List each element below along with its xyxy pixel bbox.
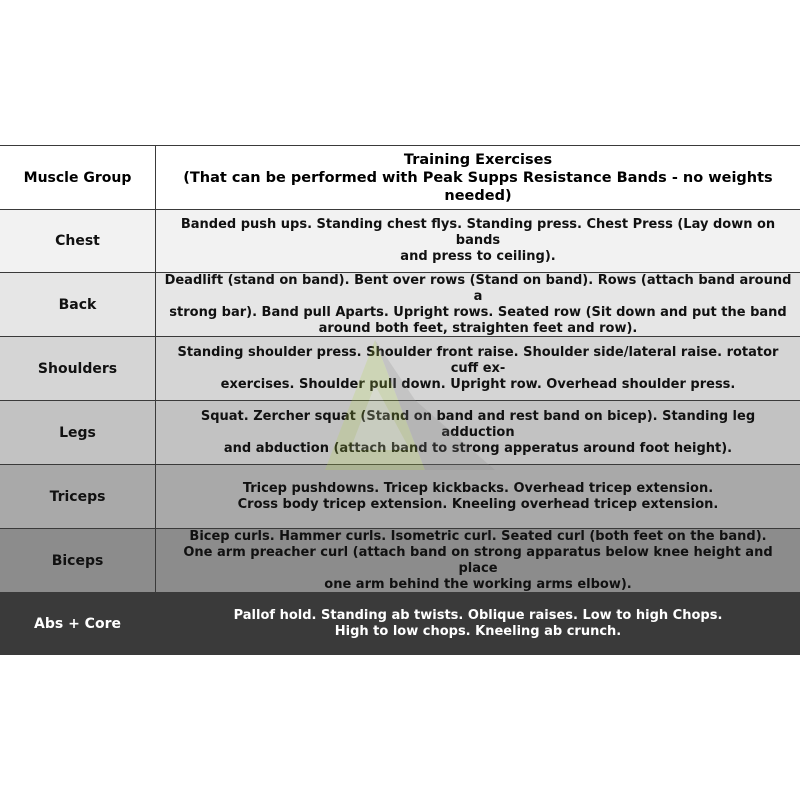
table-row: [0, 401, 800, 465]
muscle-group-cell: Triceps: [0, 465, 156, 528]
header-title: Training Exercises: [403, 151, 553, 168]
muscle-group-cell: Back: [0, 273, 156, 336]
exercise-line: Standing shoulder press. Shoulder front raise. Shoulder side/lateral raise. rotator cuff ex-: [177, 344, 779, 376]
table-row: [0, 593, 800, 655]
exercise-line: One arm preacher curl (attach band on strong apparatus below knee height and place: [183, 544, 773, 576]
table-row: [0, 465, 800, 529]
exercise-line: High to low chops. Kneeling ab crunch.: [334, 623, 622, 639]
exercise-line: Banded push ups. Standing chest flys. Standing press. Chest Press (Lay down on bands: [180, 217, 776, 248]
table-header-row: [0, 146, 800, 210]
exercises-cell: [156, 273, 800, 336]
table-row: [0, 273, 800, 337]
exercise-line: exercises. Shoulder pull down. Upright row. Overhead shoulder press.: [220, 376, 736, 392]
exercise-line: Squat. Zercher squat (Stand on band and rest band on bicep). Standing leg adduction: [200, 408, 756, 440]
header-subtitle: (That can be performed with Peak Supps Resistance Bands - no weights needed): [183, 169, 773, 204]
header-muscle-group: Muscle Group: [0, 146, 156, 209]
table-row: [0, 210, 800, 273]
muscle-group-cell: Biceps: [0, 529, 156, 592]
exercise-line: strong bar). Band pull Aparts. Upright rows. Seated row (Sit down and put the band: [169, 304, 787, 320]
header-training-exercises: [156, 146, 800, 209]
exercise-table: [0, 145, 800, 655]
exercise-line: Pallof hold. Standing ab twists. Oblique raises. Low to high Chops.: [233, 607, 723, 623]
muscle-group-cell: Abs + Core: [0, 593, 156, 654]
exercises-cell: [156, 465, 800, 528]
exercise-line: Bicep curls. Hammer curls. Isometric curl. Seated curl (both feet on the band).: [189, 528, 767, 544]
exercise-line: one arm behind the working arms elbow).: [324, 576, 632, 592]
exercises-cell: [156, 210, 800, 272]
exercise-line: Cross body tricep extension. Kneeling overhead tricep extension.: [237, 496, 719, 512]
exercise-line: and abduction (attach band to strong apperatus around foot height).: [223, 440, 733, 456]
exercise-line: Tricep pushdowns. Tricep kickbacks. Overhead tricep extension.: [242, 480, 714, 496]
table-row: [0, 337, 800, 401]
table-row: [0, 529, 800, 593]
exercises-cell: [156, 337, 800, 400]
muscle-group-cell: Chest: [0, 210, 156, 272]
exercises-cell: [156, 401, 800, 464]
exercises-cell: [156, 593, 800, 654]
muscle-group-cell: Legs: [0, 401, 156, 464]
exercise-line: Deadlift (stand on band). Bent over rows (Stand on band). Rows (attach band around a: [164, 272, 792, 304]
exercise-line: and press to ceiling).: [400, 249, 556, 264]
exercise-line: around both feet, straighten feet and row).: [318, 320, 638, 336]
exercises-cell: [156, 529, 800, 592]
muscle-group-cell: Shoulders: [0, 337, 156, 400]
